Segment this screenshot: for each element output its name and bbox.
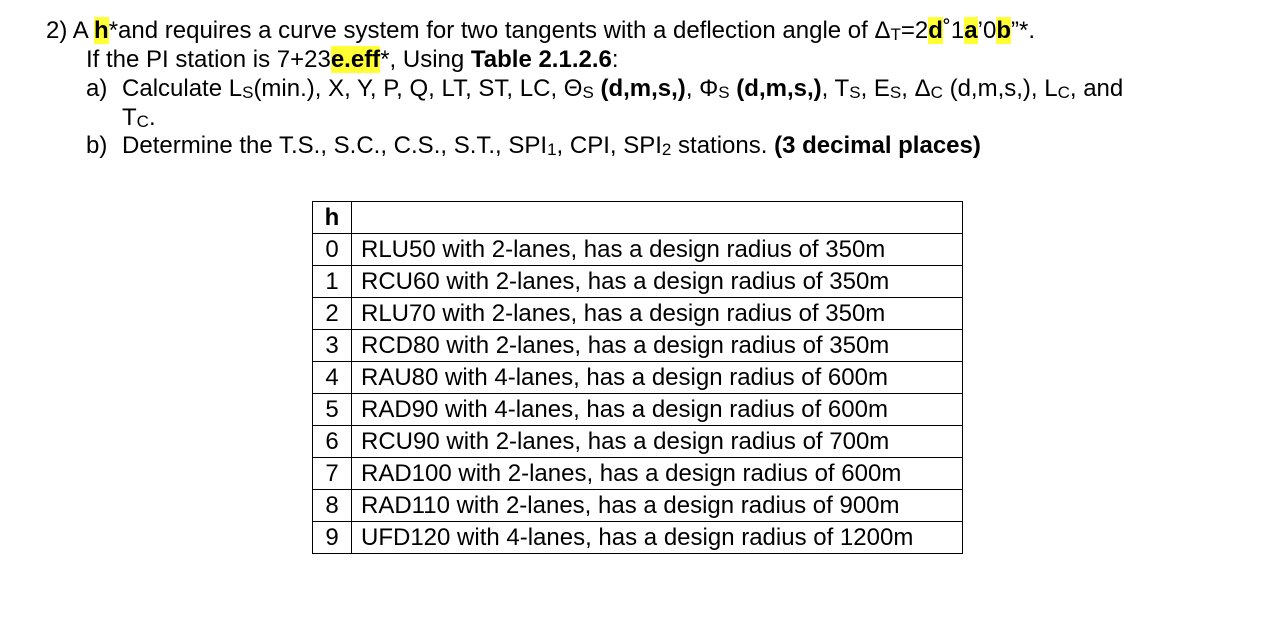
row-h-value: 0 bbox=[313, 234, 352, 266]
table-row bbox=[313, 298, 963, 330]
subscript: C bbox=[930, 83, 943, 102]
variable-h: h bbox=[94, 17, 109, 44]
subscript: S bbox=[582, 83, 594, 102]
row-description: RLU50 with 2-lanes, has a design radius of 350m bbox=[352, 234, 963, 266]
row-description: UFD120 with 4-lanes, has a design radius of 1200m bbox=[352, 522, 963, 554]
subscript: C bbox=[136, 112, 149, 131]
table-row bbox=[313, 234, 963, 266]
row-h-value: 3 bbox=[313, 330, 352, 362]
text-fragment: A bbox=[72, 17, 95, 44]
row-description: RCD80 with 2-lanes, has a design radius of 350m bbox=[352, 330, 963, 362]
text-fragment: T bbox=[122, 104, 137, 131]
row-h-value: 7 bbox=[313, 458, 352, 490]
bold-fragment: (d,m,s,) bbox=[593, 75, 686, 102]
text-fragment: ˚1 bbox=[942, 17, 965, 44]
text-fragment: stations. bbox=[671, 132, 775, 159]
subscript: T bbox=[890, 25, 901, 44]
text-fragment: : bbox=[611, 46, 619, 73]
table-header-row bbox=[313, 202, 963, 234]
question-line-1 bbox=[46, 17, 1035, 49]
variable-d: d bbox=[928, 17, 943, 44]
subscript: 1 bbox=[547, 140, 557, 159]
row-description: RAD100 with 2-lanes, has a design radius of 600m bbox=[352, 458, 963, 490]
text-fragment: *, Using bbox=[380, 46, 471, 73]
row-h-value: 5 bbox=[313, 394, 352, 426]
text-fragment: (min.), X, Y, P, Q, LT, ST, LC, Θ bbox=[253, 75, 583, 102]
text-fragment: *and requires a curve system for two tangents with a deflection angle of Δ bbox=[108, 17, 891, 44]
table-row bbox=[313, 426, 963, 458]
question-line-2 bbox=[86, 46, 619, 74]
row-h-value: 8 bbox=[313, 490, 352, 522]
variable-a: a bbox=[964, 17, 978, 44]
table-row bbox=[313, 330, 963, 362]
row-h-value: 4 bbox=[313, 362, 352, 394]
text-fragment: . bbox=[148, 104, 156, 131]
row-description: RAU80 with 4-lanes, has a design radius of 600m bbox=[352, 362, 963, 394]
subscript: S bbox=[242, 83, 254, 102]
table-row bbox=[313, 394, 963, 426]
subscript: S bbox=[718, 83, 730, 102]
question-number: 2) bbox=[46, 17, 68, 44]
design-radius-table bbox=[312, 201, 963, 554]
table-row bbox=[313, 490, 963, 522]
bold-fragment: (3 decimal places) bbox=[774, 132, 981, 159]
header-description bbox=[352, 202, 963, 234]
text-fragment: ’0 bbox=[977, 17, 997, 44]
row-h-value: 9 bbox=[313, 522, 352, 554]
text-fragment: Calculate L bbox=[122, 75, 243, 102]
text-fragment: If the PI station is 7+23 bbox=[86, 46, 331, 73]
row-description: RCU60 with 2-lanes, has a design radius of 350m bbox=[352, 266, 963, 298]
row-h-value: 6 bbox=[313, 426, 352, 458]
text-fragment: , and bbox=[1069, 75, 1124, 102]
subscript: C bbox=[1057, 83, 1070, 102]
subscript: S bbox=[889, 83, 902, 102]
text-fragment: , Δ bbox=[901, 75, 931, 102]
part-a-label: a) bbox=[86, 75, 108, 102]
row-description: RAD110 with 2-lanes, has a design radius of 900m bbox=[352, 490, 963, 522]
text-fragment: (d,m,s,), L bbox=[942, 75, 1058, 102]
variable-eff: e.eff bbox=[330, 46, 381, 73]
row-description: RLU70 with 2-lanes, has a design radius of 350m bbox=[352, 298, 963, 330]
subscript: S bbox=[849, 83, 861, 102]
row-h-value: 1 bbox=[313, 266, 352, 298]
text-fragment: , CPI, SPI bbox=[556, 132, 662, 159]
row-description: RCU90 with 2-lanes, has a design radius of 700m bbox=[352, 426, 963, 458]
part-b-label: b) bbox=[86, 132, 108, 159]
subscript: 2 bbox=[661, 140, 672, 159]
variable-b: b bbox=[996, 17, 1011, 44]
text-fragment: , T bbox=[821, 75, 850, 102]
table-reference: Table 2.1.2.6 bbox=[470, 46, 612, 73]
row-h-value: 2 bbox=[313, 298, 352, 330]
bold-fragment: (d,m,s,) bbox=[729, 75, 822, 102]
part-a bbox=[86, 75, 1123, 107]
table-row bbox=[313, 362, 963, 394]
table-row bbox=[313, 458, 963, 490]
table-row bbox=[313, 266, 963, 298]
header-h: h bbox=[313, 202, 352, 234]
part-b bbox=[86, 132, 981, 164]
row-description: RAD90 with 4-lanes, has a design radius of 600m bbox=[352, 394, 963, 426]
text-fragment: Determine the T.S., S.C., C.S., S.T., SPI bbox=[122, 132, 548, 159]
text-fragment: ”*. bbox=[1011, 17, 1035, 44]
table-row bbox=[313, 522, 963, 554]
text-fragment: , E bbox=[860, 75, 890, 102]
text-fragment: , Φ bbox=[685, 75, 719, 102]
text-fragment: =2 bbox=[900, 17, 929, 44]
